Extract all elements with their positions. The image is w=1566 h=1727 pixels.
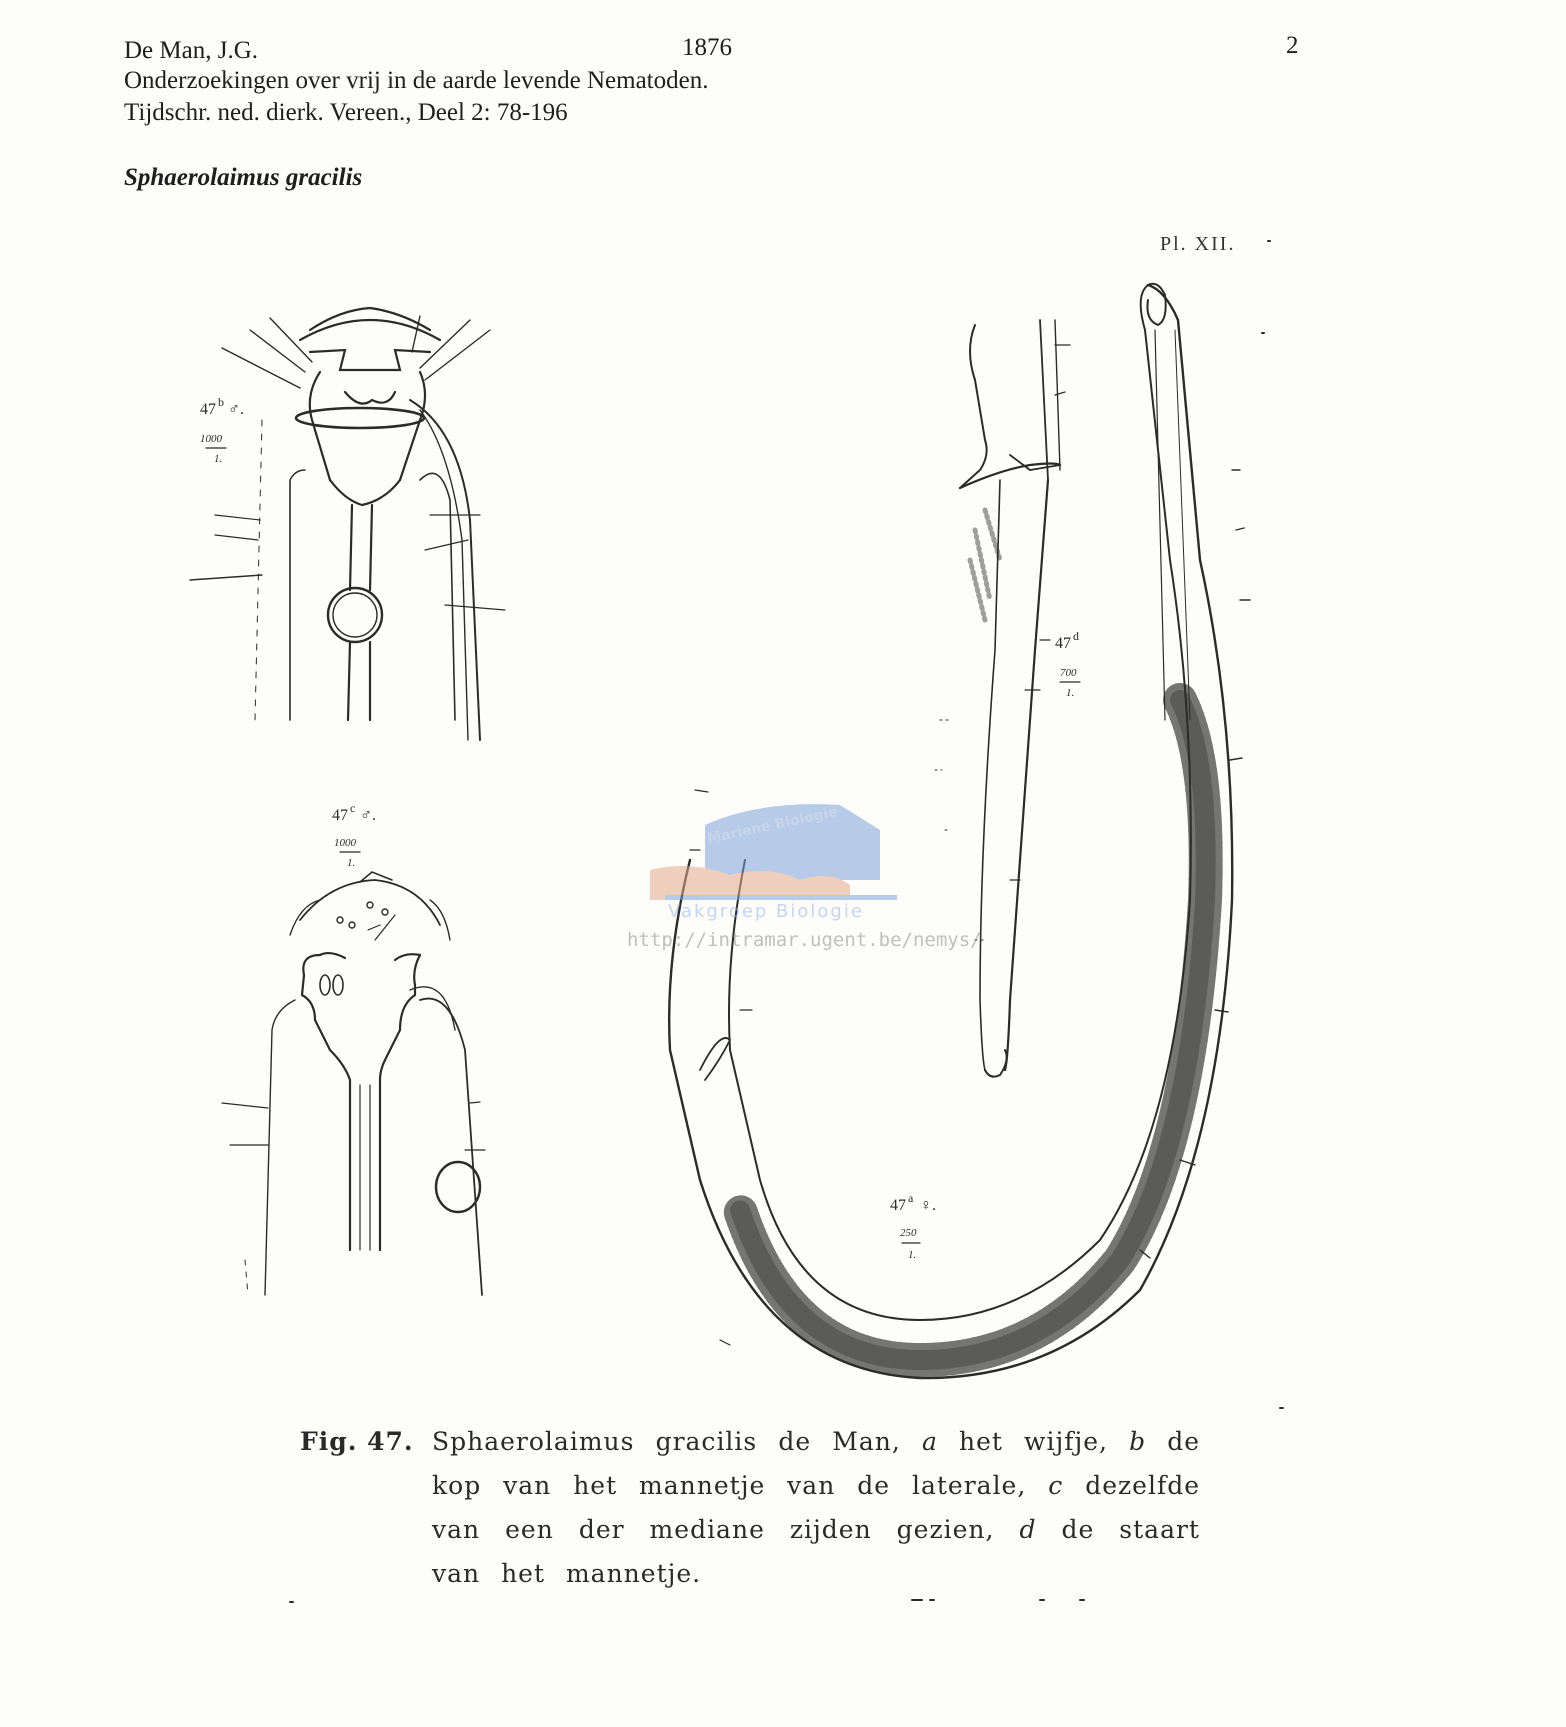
- figure-47a-letter: a: [908, 1191, 914, 1205]
- figure-47b-head-lateral: [190, 308, 505, 740]
- species-name: Sphaerolaimus gracilis: [124, 164, 363, 191]
- figure-47a-number: 47: [890, 1197, 906, 1214]
- figure-47b-number: 47: [200, 401, 216, 418]
- figure-47b-magnification-denominator: 1.: [214, 453, 223, 465]
- figure-47c-magnification-denominator: 1.: [347, 857, 356, 869]
- figure-47a-sex: ♀.: [920, 1197, 936, 1214]
- caption-letter-d: d: [1019, 1515, 1037, 1544]
- plate-label: Pl. XII.: [1160, 233, 1236, 255]
- year: 1876: [682, 34, 732, 61]
- figure-47c-label: [332, 801, 376, 869]
- figure-47a-magnification: 250: [900, 1227, 917, 1239]
- caption-letter-b: b: [1129, 1427, 1147, 1456]
- figure-47c-sex: ♂.: [360, 807, 376, 824]
- watermark: [627, 804, 982, 951]
- figure-47c-head-median: [222, 872, 485, 1295]
- figure-47b-letter: b: [218, 395, 224, 409]
- watermark-brand-line2: Vakgroep Biologie: [668, 901, 864, 922]
- figure-47d-male-tail: [935, 320, 1070, 1077]
- figure-47c-number: 47: [332, 807, 348, 824]
- journal-reference: Tijdschr. ned. dierk. Vereen., Deel 2: 78-196: [124, 99, 568, 126]
- caption-text-d: de staart van het mannetje.: [432, 1515, 1200, 1588]
- author: De Man, J.G.: [124, 37, 259, 64]
- caption-body: [432, 1420, 1200, 1596]
- figure-47b-label: [200, 395, 244, 465]
- caption-letter-a: a: [921, 1427, 938, 1456]
- figure-47d-letter: d: [1073, 629, 1079, 643]
- figure-47d-label: [1055, 629, 1080, 699]
- figure-47b-sex: ♂.: [228, 401, 244, 418]
- watermark-brand-line1: Mariene Biologie: [706, 803, 840, 848]
- caption-figure-label: Fig. 47.: [300, 1427, 414, 1456]
- caption-text-a: het wijfje,: [959, 1427, 1108, 1456]
- figure-47b-magnification: 1000: [200, 433, 222, 445]
- figure-47d-magnification: 700: [1060, 667, 1077, 679]
- page-number: 2: [1286, 32, 1299, 59]
- caption-species: Sphaerolaimus gracilis de Man,: [432, 1427, 901, 1456]
- figure-caption: [300, 1420, 1201, 1588]
- figure-47c-letter: c: [350, 801, 356, 815]
- figure-47a-label: [890, 1191, 936, 1261]
- figure-47d-magnification-denominator: 1.: [1066, 687, 1075, 699]
- caption-letter-c: c: [1048, 1471, 1064, 1500]
- caption-text-c: dezelfde van een der mediane zijden gezien,: [432, 1471, 1201, 1544]
- figure-47d-number: 47: [1055, 635, 1071, 652]
- figure-47c-magnification: 1000: [334, 837, 356, 849]
- caption-text-b: de kop van het mannetje van de laterale,: [432, 1427, 1201, 1500]
- watermark-url: http://intramar.ugent.be/nemys/: [627, 929, 982, 951]
- figure-47a-magnification-denominator: 1.: [908, 1249, 917, 1261]
- article-title: Onderzoekingen over vrij in de aarde levende Nematoden.: [124, 67, 709, 94]
